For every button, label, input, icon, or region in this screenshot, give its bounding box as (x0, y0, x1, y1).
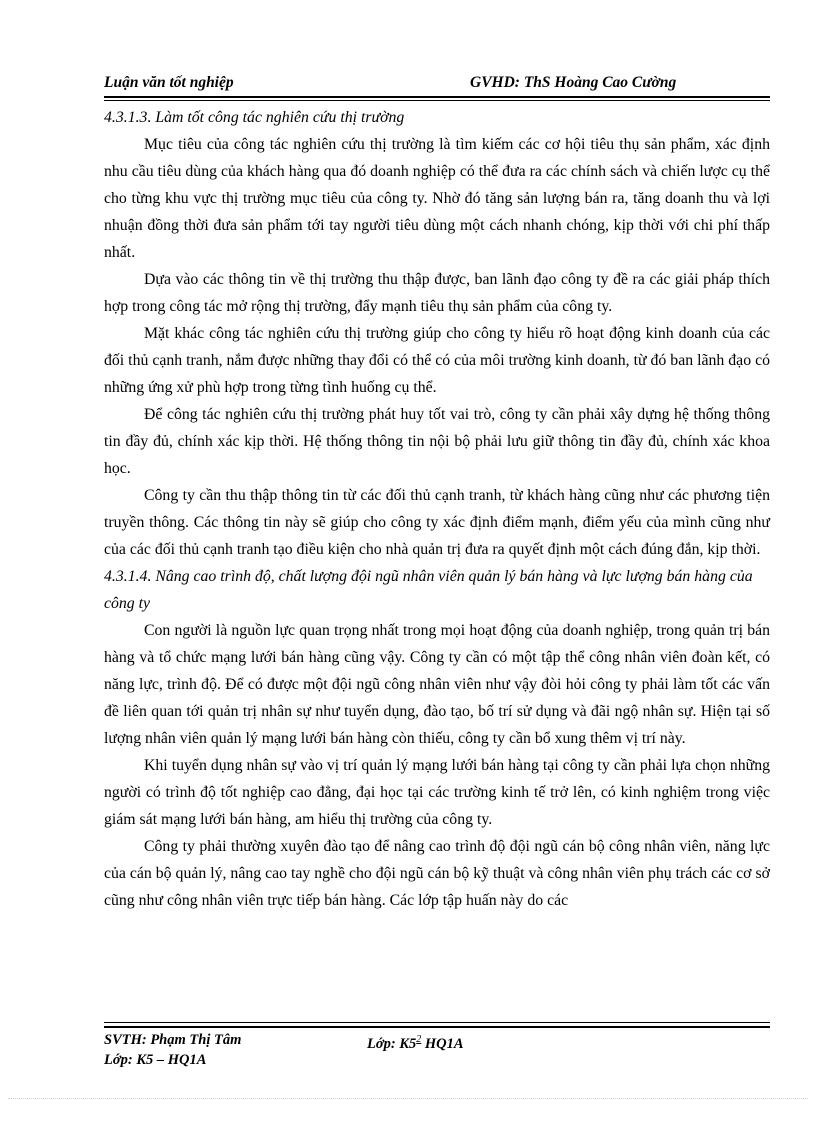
header-divider-thin (104, 100, 770, 101)
paragraph: Để công tác nghiên cứu thị trường phát huy tốt vai trò, công ty cần phải xây dựng hệ thống thông tin đầy đủ, chính xác kịp thời. Hệ thống thông tin nội bộ phải lưu giữ thông tin đầy đủ, chính xác khoa học. (104, 406, 770, 477)
footer-class-2: Lớp: K5 – HQ1A (104, 1052, 207, 1068)
page-bottom-dotted-line (8, 1098, 808, 1099)
page-number: 2 (416, 1034, 422, 1045)
paragraph: Công ty cần thu thập thông tin từ các đối thủ cạnh tranh, từ khách hàng cũng như các phương tiện truyền thông. Các thông tin này sẽ giúp cho công ty xác định điểm mạnh, điểm yếu của mình cũng như của các đối thủ cạnh tranh tạo điều kiện cho nhà quản trị đưa ra quyết định một cách đúng đắn, kịp thời. (104, 487, 770, 558)
paragraph: Mục tiêu của công tác nghiên cứu thị trường là tìm kiếm các cơ hội tiêu thụ sản phẩm, xác định nhu cầu tiêu dùng của khách hàng qua đó doanh nghiệp có thể đưa ra các chính sách và chiến lược cụ thể cho từng khu vực thị trường mục tiêu của công ty. Nhờ đó tăng sản lượng bán ra, tăng doanh thu và lợi nhuận đồng thời đưa sản phẩm tới tay người tiêu dùng một cách nhanh chóng, kịp thời với chi phí thấp nhất. (104, 136, 770, 261)
footer-class-suffix: HQ1A (421, 1035, 464, 1052)
paragraph: Khi tuyển dụng nhân sự vào vị trí quản lý mạng lưới bán hàng tại công ty cần phải lựa chọn những người có trình độ tốt nghiệp cao đẳng, đại học tại các trường kinh tế trở lên, có kinh nghiệm trong việc giám sát mạng lưới bán hàng, am hiểu thị trường của công ty. (104, 757, 770, 828)
header-thesis-label: Luận văn tốt nghiệp (104, 74, 234, 91)
footer-class-label: Lớp: K5 (367, 1035, 417, 1052)
page-footer (104, 1030, 770, 1070)
page-header (104, 74, 770, 96)
header-advisor: GVHD: ThS Hoàng Cao Cường (470, 74, 677, 91)
header-divider-thick (104, 96, 770, 98)
footer-divider-thick (104, 1026, 770, 1028)
paragraph: Mặt khác công tác nghiên cứu thị trường giúp cho công ty hiểu rõ hoạt động kinh doanh của các đối thủ cạnh tranh, nắm được những thay đổi có thể có của môi trường kinh doanh, từ đó ban lãnh đạo có những ứng xử phù hợp trong từng tình huống cụ thể. (104, 325, 770, 396)
footer-student: SVTH: Phạm Thị Tâm (104, 1032, 242, 1048)
section-heading-4-3-1-4: 4.3.1.4. Nâng cao trình độ, chất lượng đội ngũ nhân viên quản lý bán hàng và lực lượng bán hàng của công ty (104, 568, 753, 612)
footer-class (367, 1030, 464, 1054)
paragraph: Công ty phải thường xuyên đào tạo để nâng cao trình độ đội ngũ cán bộ công nhân viên, năng lực của cán bộ quản lý, nâng cao tay nghề cho đội ngũ cán bộ kỹ thuật và công nhân viên phụ trách các cơ sở cũng như công nhân viên trực tiếp bán hàng. Các lớp tập huấn này do các (104, 838, 770, 909)
paragraph: Dựa vào các thông tin về thị trường thu thập được, ban lãnh đạo công ty đề ra các giải pháp thích hợp trong công tác mở rộng thị trường, đẩy mạnh tiêu thụ sản phẩm của công ty. (104, 271, 770, 315)
document-body (104, 104, 770, 914)
footer-divider-thin (104, 1022, 770, 1023)
section-heading-4-3-1-3: 4.3.1.3. Làm tốt công tác nghiên cứu thị trường (104, 109, 405, 126)
paragraph: Con người là nguồn lực quan trọng nhất trong mọi hoạt động của doanh nghiệp, trong quản trị bán hàng và tổ chức mạng lưới bán hàng cũng vậy. Công ty cần có một tập thể công nhân viên đoàn kết, có năng lực, trình độ. Để có được một đội ngũ công nhân viên như vậy đòi hỏi công ty phải làm tốt các vấn đề liên quan tới quản trị nhân sự như tuyển dụng, đào tạo, bố trí sử dụng và đãi ngộ nhân sự. Hiện tại số lượng nhân viên quản lý mạng lưới bán hàng còn thiếu, công ty cần bổ xung thêm vị trí này. (104, 622, 770, 747)
